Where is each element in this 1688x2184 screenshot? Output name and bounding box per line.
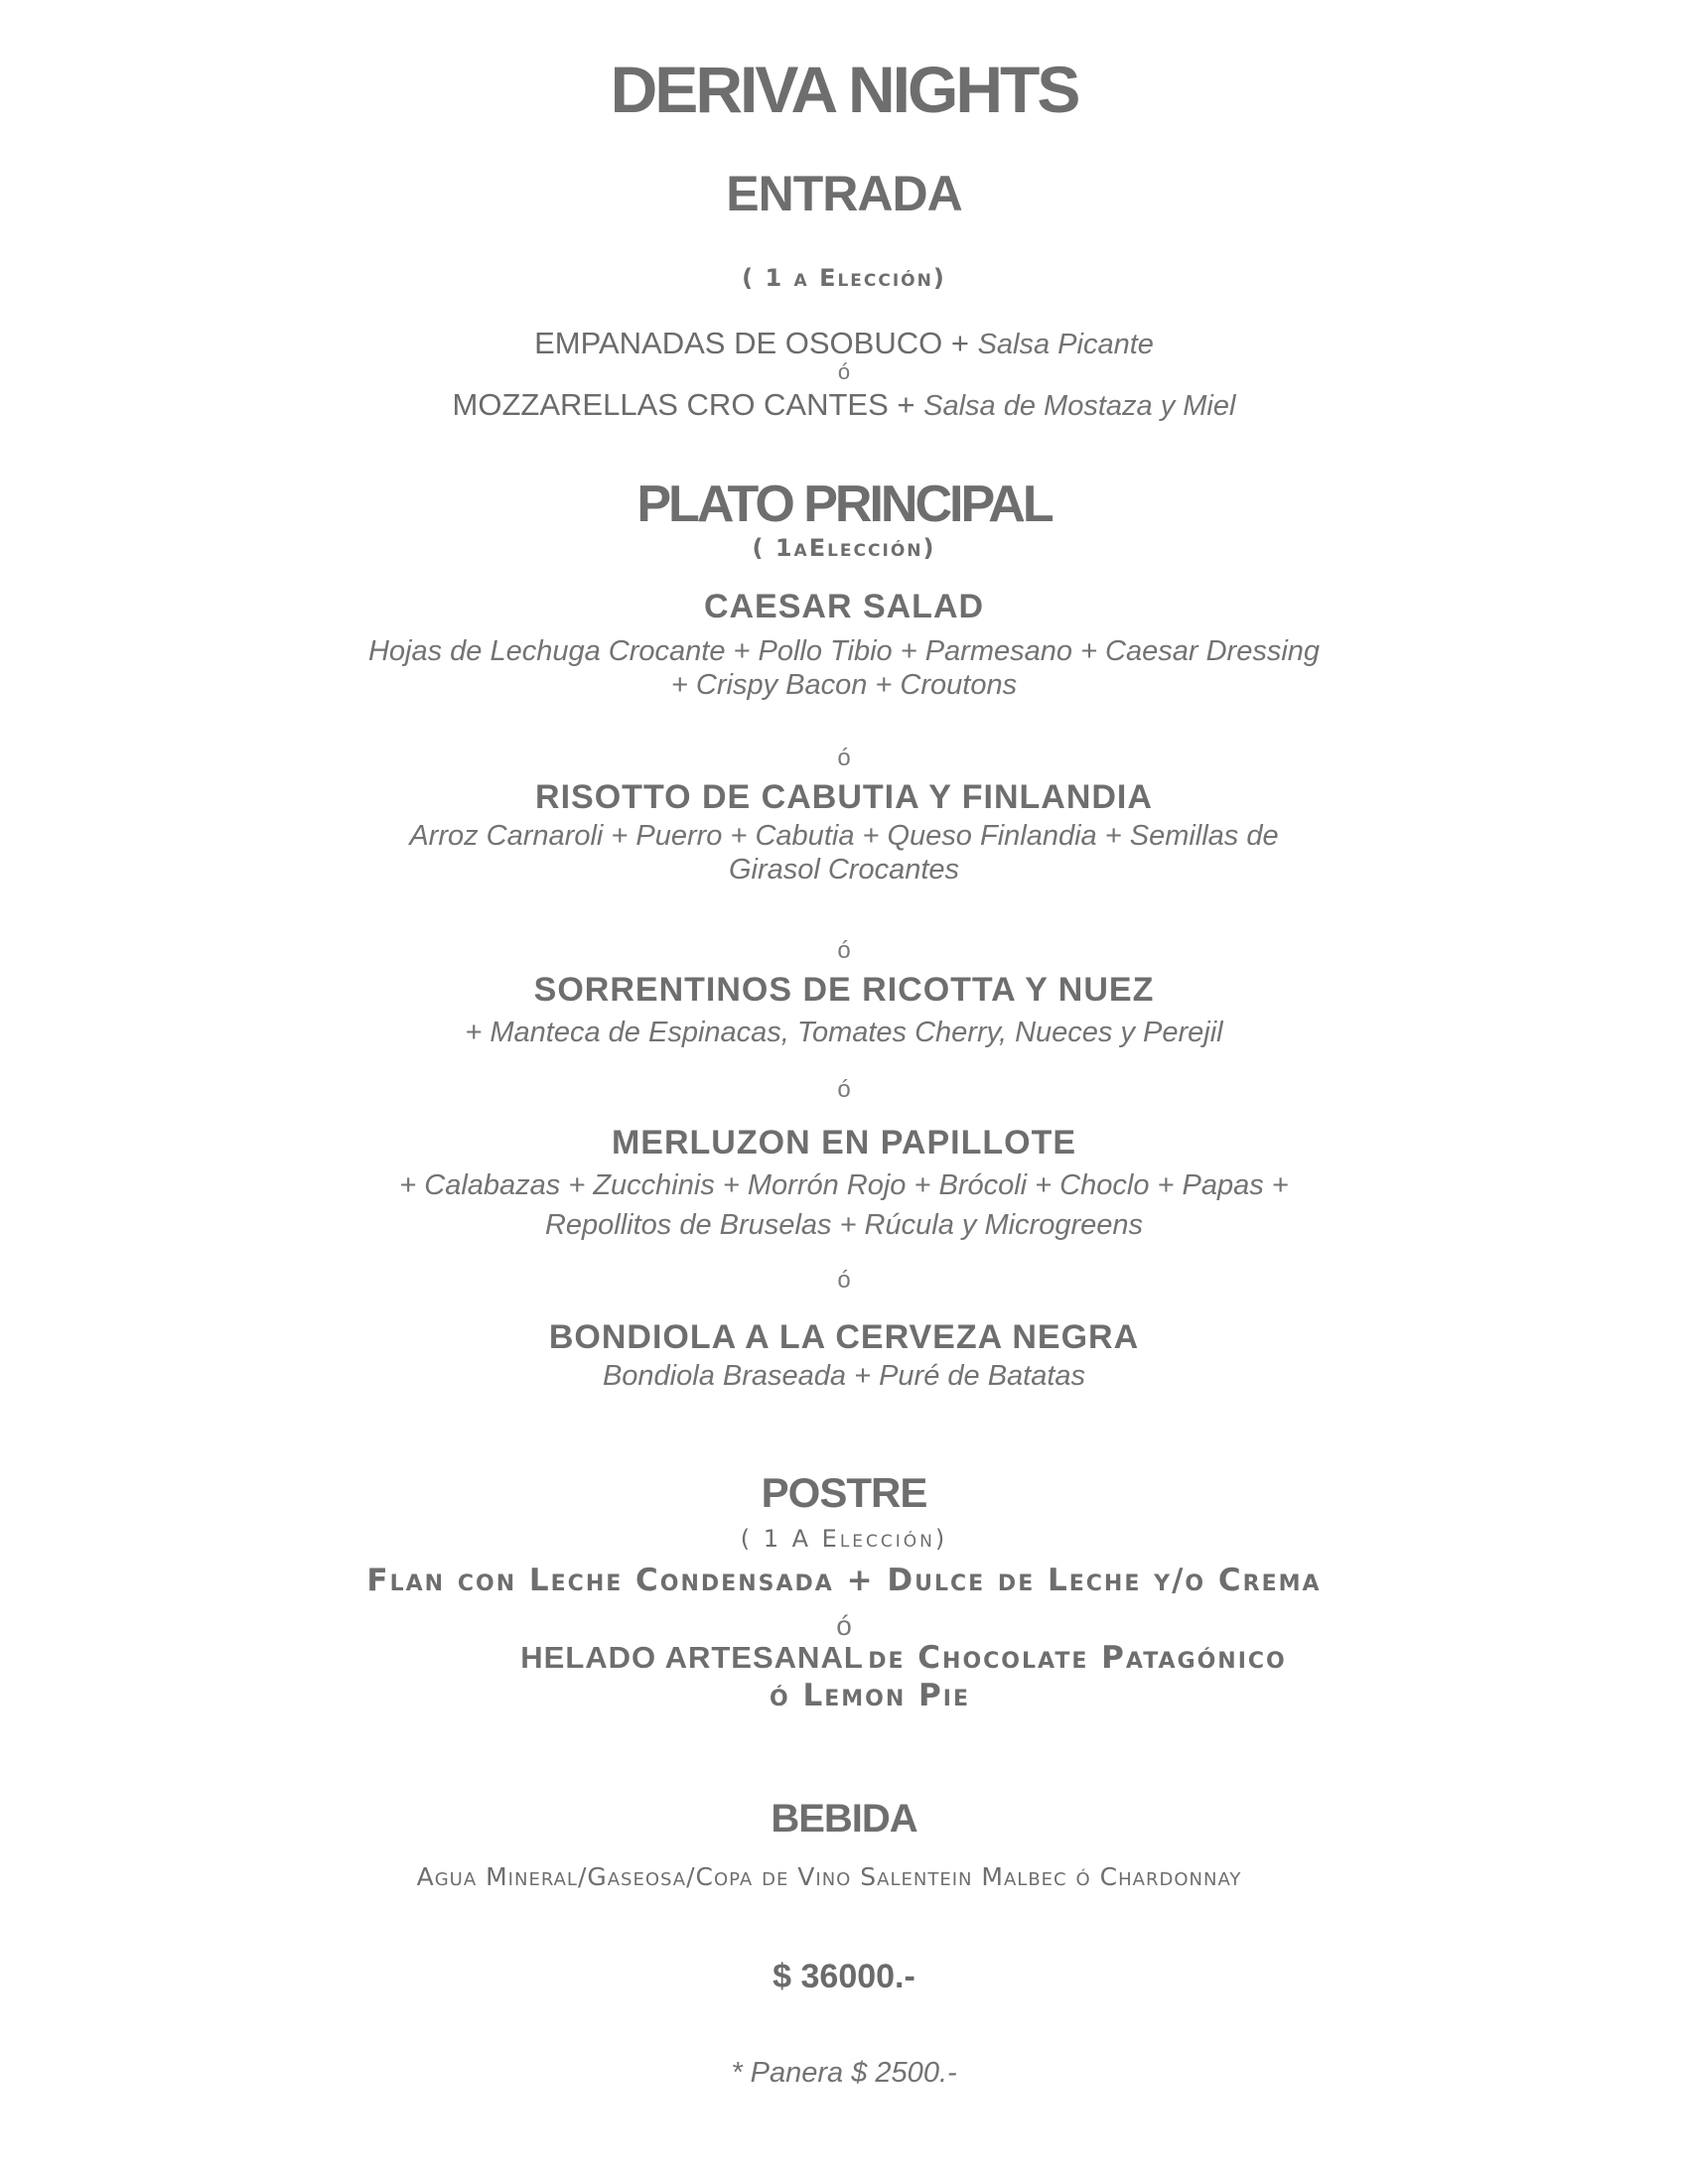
dish-desc: Girasol Crocantes [728,854,960,886]
postre-item-2 [60,1640,1688,1676]
dish-desc: Repollitos de Bruselas + Rúcula y Microgreens [544,1209,1144,1241]
dish-or: ó [837,1267,851,1294]
entrada-or: ó [837,359,851,384]
dish-desc: + Manteca de Espinacas, Tomates Cherry, Nueces y Perejil [465,1017,1223,1048]
postre-item-2-b: de Chocolate Patagónico [868,1640,1287,1676]
dish-or: ó [837,745,851,771]
postre-item-2-a: HELADO ARTESANAL [520,1640,864,1675]
dish-name: MERLUZON EN PAPILLOTE [611,1124,1077,1161]
dish-name: CAESAR SALAD [703,588,985,625]
entrada-item-2 [0,387,1688,423]
entrada-item-2-sauce: Salsa de Mostaza y Miel [923,390,1236,422]
postre-item-1: Flan con Leche Condensada + Dulce de Leche y/o Crema [366,1563,1322,1598]
section-principal-heading: PLATO PRINCIPAL [636,476,1052,533]
postre-item-3: ó Lemon Pie [769,1678,970,1713]
dish-desc: + Crispy Bacon + Croutons [670,669,1018,701]
entrada-item-1 [0,326,1688,361]
dish-or: ó [837,937,851,964]
dish-name: SORRENTINOS DE RICOTTA Y NUEZ [533,971,1155,1009]
dish-desc: Bondiola Braseada + Puré de Batatas [602,1360,1086,1392]
bread-price: * Panera $ 2500.- [731,2057,957,2089]
dish-desc: Arroz Carnaroli + Puerro + Cabutia + Queso Finlandia + Semillas de [409,820,1279,852]
dish-desc: Hojas de Lechuga Crocante + Pollo Tibio + Parmesano + Caesar Dressing [367,635,1321,667]
menu-price: $ 36000.- [773,1958,915,1995]
section-postre-heading: POSTRE [761,1469,927,1516]
section-entrada-heading: ENTRADA [726,166,962,221]
postre-choice: ( 1 A Elección) [740,1525,948,1553]
dish-name: RISOTTO DE CABUTIA Y FINLANDIA [535,778,1153,816]
menu-title: DERIVA NIGHTS [610,53,1078,126]
entrada-choice: ( 1 a Elección) [742,264,946,292]
dish-name: BONDIOLA A LA CERVEZA NEGRA [548,1318,1140,1356]
bebida-text: Agua Mineral/Gaseosa/Copa de Vino Salentein Malbec ó Chardonnay [416,1862,1242,1891]
dish-desc: + Calabazas + Zucchinis + Morrón Rojo + Brócoli + Choclo + Papas + [399,1169,1289,1201]
postre-or: ó [836,1610,852,1641]
entrada-item-2-name: MOZZARELLAS CRO CANTES + [452,387,915,422]
section-bebida-heading: BEBIDA [771,1797,917,1841]
dish-or: ó [837,1076,851,1103]
entrada-item-1-sauce: Salsa Picante [977,329,1154,360]
principal-choice: ( 1aElección) [752,534,936,562]
entrada-item-1-name: EMPANADAS DE OSOBUCO + [534,326,969,360]
